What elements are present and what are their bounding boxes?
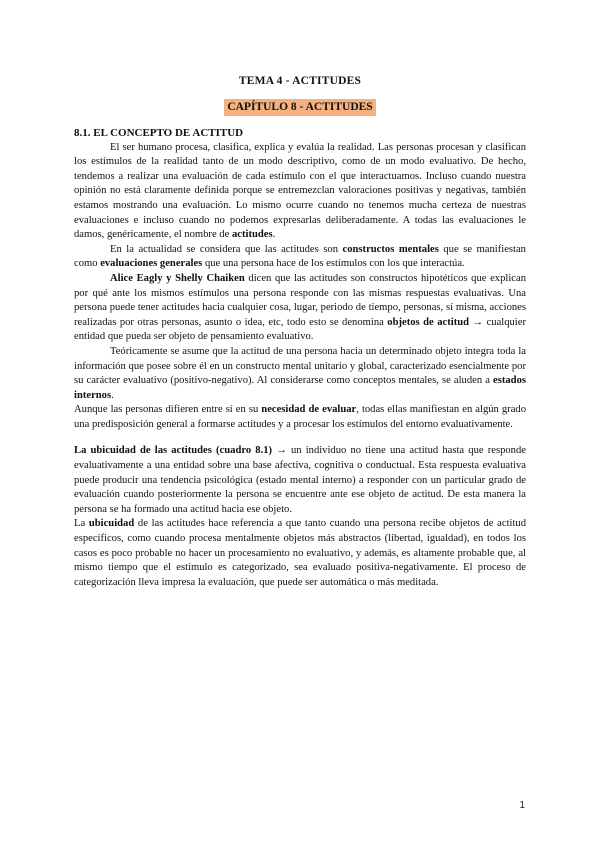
bold-term: estados internos <box>74 375 526 401</box>
text-run: . <box>272 229 276 241</box>
text-run: → un individuo no tiene una actitud hasta que responde evaluativamente a una entidad sobre una base afectiva, cognitiva o conductual. Esta respuesta evaluativa puede producir una tendencia psicológica (estado mental interno) a responder con un particular grado de evaluación cuando posteriormente la persona se encuentre ante ese objeto de actitud. De esta manera la persona se ha formado una actitud hacia ese objeto. <box>74 445 526 515</box>
bold-term: ubicuidad <box>88 518 135 530</box>
bold-term: constructos mentales <box>342 243 439 255</box>
paragraph-1 <box>74 141 526 243</box>
chapter-heading-wrapper <box>0 97 600 116</box>
paragraph-spacer <box>74 432 526 444</box>
paragraph-7 <box>74 517 526 590</box>
bold-term: La ubicuidad de las actitudes (cuadro 8.1) <box>74 445 273 457</box>
bold-term: objetos de actitud <box>387 316 470 328</box>
chapter-heading: CAPÍTULO 8 - ACTITUDES <box>224 99 375 116</box>
bold-term: actitudes <box>231 229 273 241</box>
document-title: TEMA 4 - ACTITUDES <box>238 75 362 87</box>
text-run: dicen que las actitudes son constructos hipotéticos que explican por qué ante los mismos estímulos una persona responde con las mismas respuestas evaluativas. Una persona puede tener actitudes hacia cualquier cosa, lugar, periodo de tiempo, personas, sí misma, acciones realizadas por otras personas, asunto o idea, etc, todo esto se denomina <box>74 272 526 328</box>
text-run: Teóricamente se asume que la actitud de una persona hacia un determinado objeto integra toda la información que posee sobre él en un constructo mental unitario y global, caracterizado esencialmente por su carácter evaluativo (positivo-negativo). Al considerarse como conceptos mentales, se aluden a <box>74 345 526 387</box>
section-heading: 8.1. EL CONCEPTO DE ACTITUD <box>74 127 244 139</box>
text-run: La <box>74 518 89 530</box>
text-run: que se manifiestan como <box>74 243 526 270</box>
bold-term: necesidad de evaluar <box>261 404 357 416</box>
paragraph-4 <box>74 345 526 403</box>
paragraph-2 <box>74 243 526 272</box>
paragraph-5 <box>74 403 526 432</box>
text-run: → cualquier entidad que pueda ser objeto de pensamiento evaluativo. <box>74 316 526 343</box>
text-run: Aunque las personas difieren entre sí en su <box>74 404 262 416</box>
paragraph-6 <box>74 444 526 517</box>
text-run: que una persona hace de los estímulos con los que interactúa. <box>202 258 465 270</box>
text-run: de las actitudes hace referencia a que tanto cuando una persona recibe objetos de actitud específicos, como cuando procesa mentalmente objetos más abstractos (libertad, igualdad), en todos los casos es poco probable no hacer un procesamiento no evaluativo, y además, es altamente probable que, al mismo tiempo que el estímulo es categorizado, sea evaluado positiva-negativamente. El proceso de categorización lleva impresa la evaluación, que puede ser automática o más meditada. <box>74 518 527 588</box>
document-body <box>74 126 526 590</box>
text-run: El ser humano procesa, clasifica, explica y evalúa la realidad. Las personas procesan y clasifican los estímulos de la realidad tanto de un modo descriptivo, como de un modo evaluativo. De hecho, tendemos a realizar una evaluación de cada estímulo con el que interactuamos. Incluso cuando nuestra opinión no está claramente definida porque se entremezclan valoraciones positivas y negativas, también estamos mostrando una evaluación. Lo mismo ocurre cuando no tenemos mucha certeza de nuestras evaluaciones e incluso cuando no podemos expresarlas deliberadamente. A todas las evaluaciones le damos, genéricamente, el nombre de <box>74 141 526 241</box>
bold-term: Alice Eagly y Shelly Chaiken <box>110 272 245 284</box>
page-number: 1 <box>519 800 525 811</box>
paragraph-3 <box>74 272 526 345</box>
text-run: , todas ellas manifiestan en algún grado una predisposición general a formarse actitudes y a procesar los estímulos del entorno evaluativamente. <box>74 404 526 430</box>
text-run: . <box>111 389 114 401</box>
bold-term: evaluaciones generales <box>100 258 203 270</box>
text-run: En la actualidad se considera que las actitudes son <box>110 243 343 255</box>
